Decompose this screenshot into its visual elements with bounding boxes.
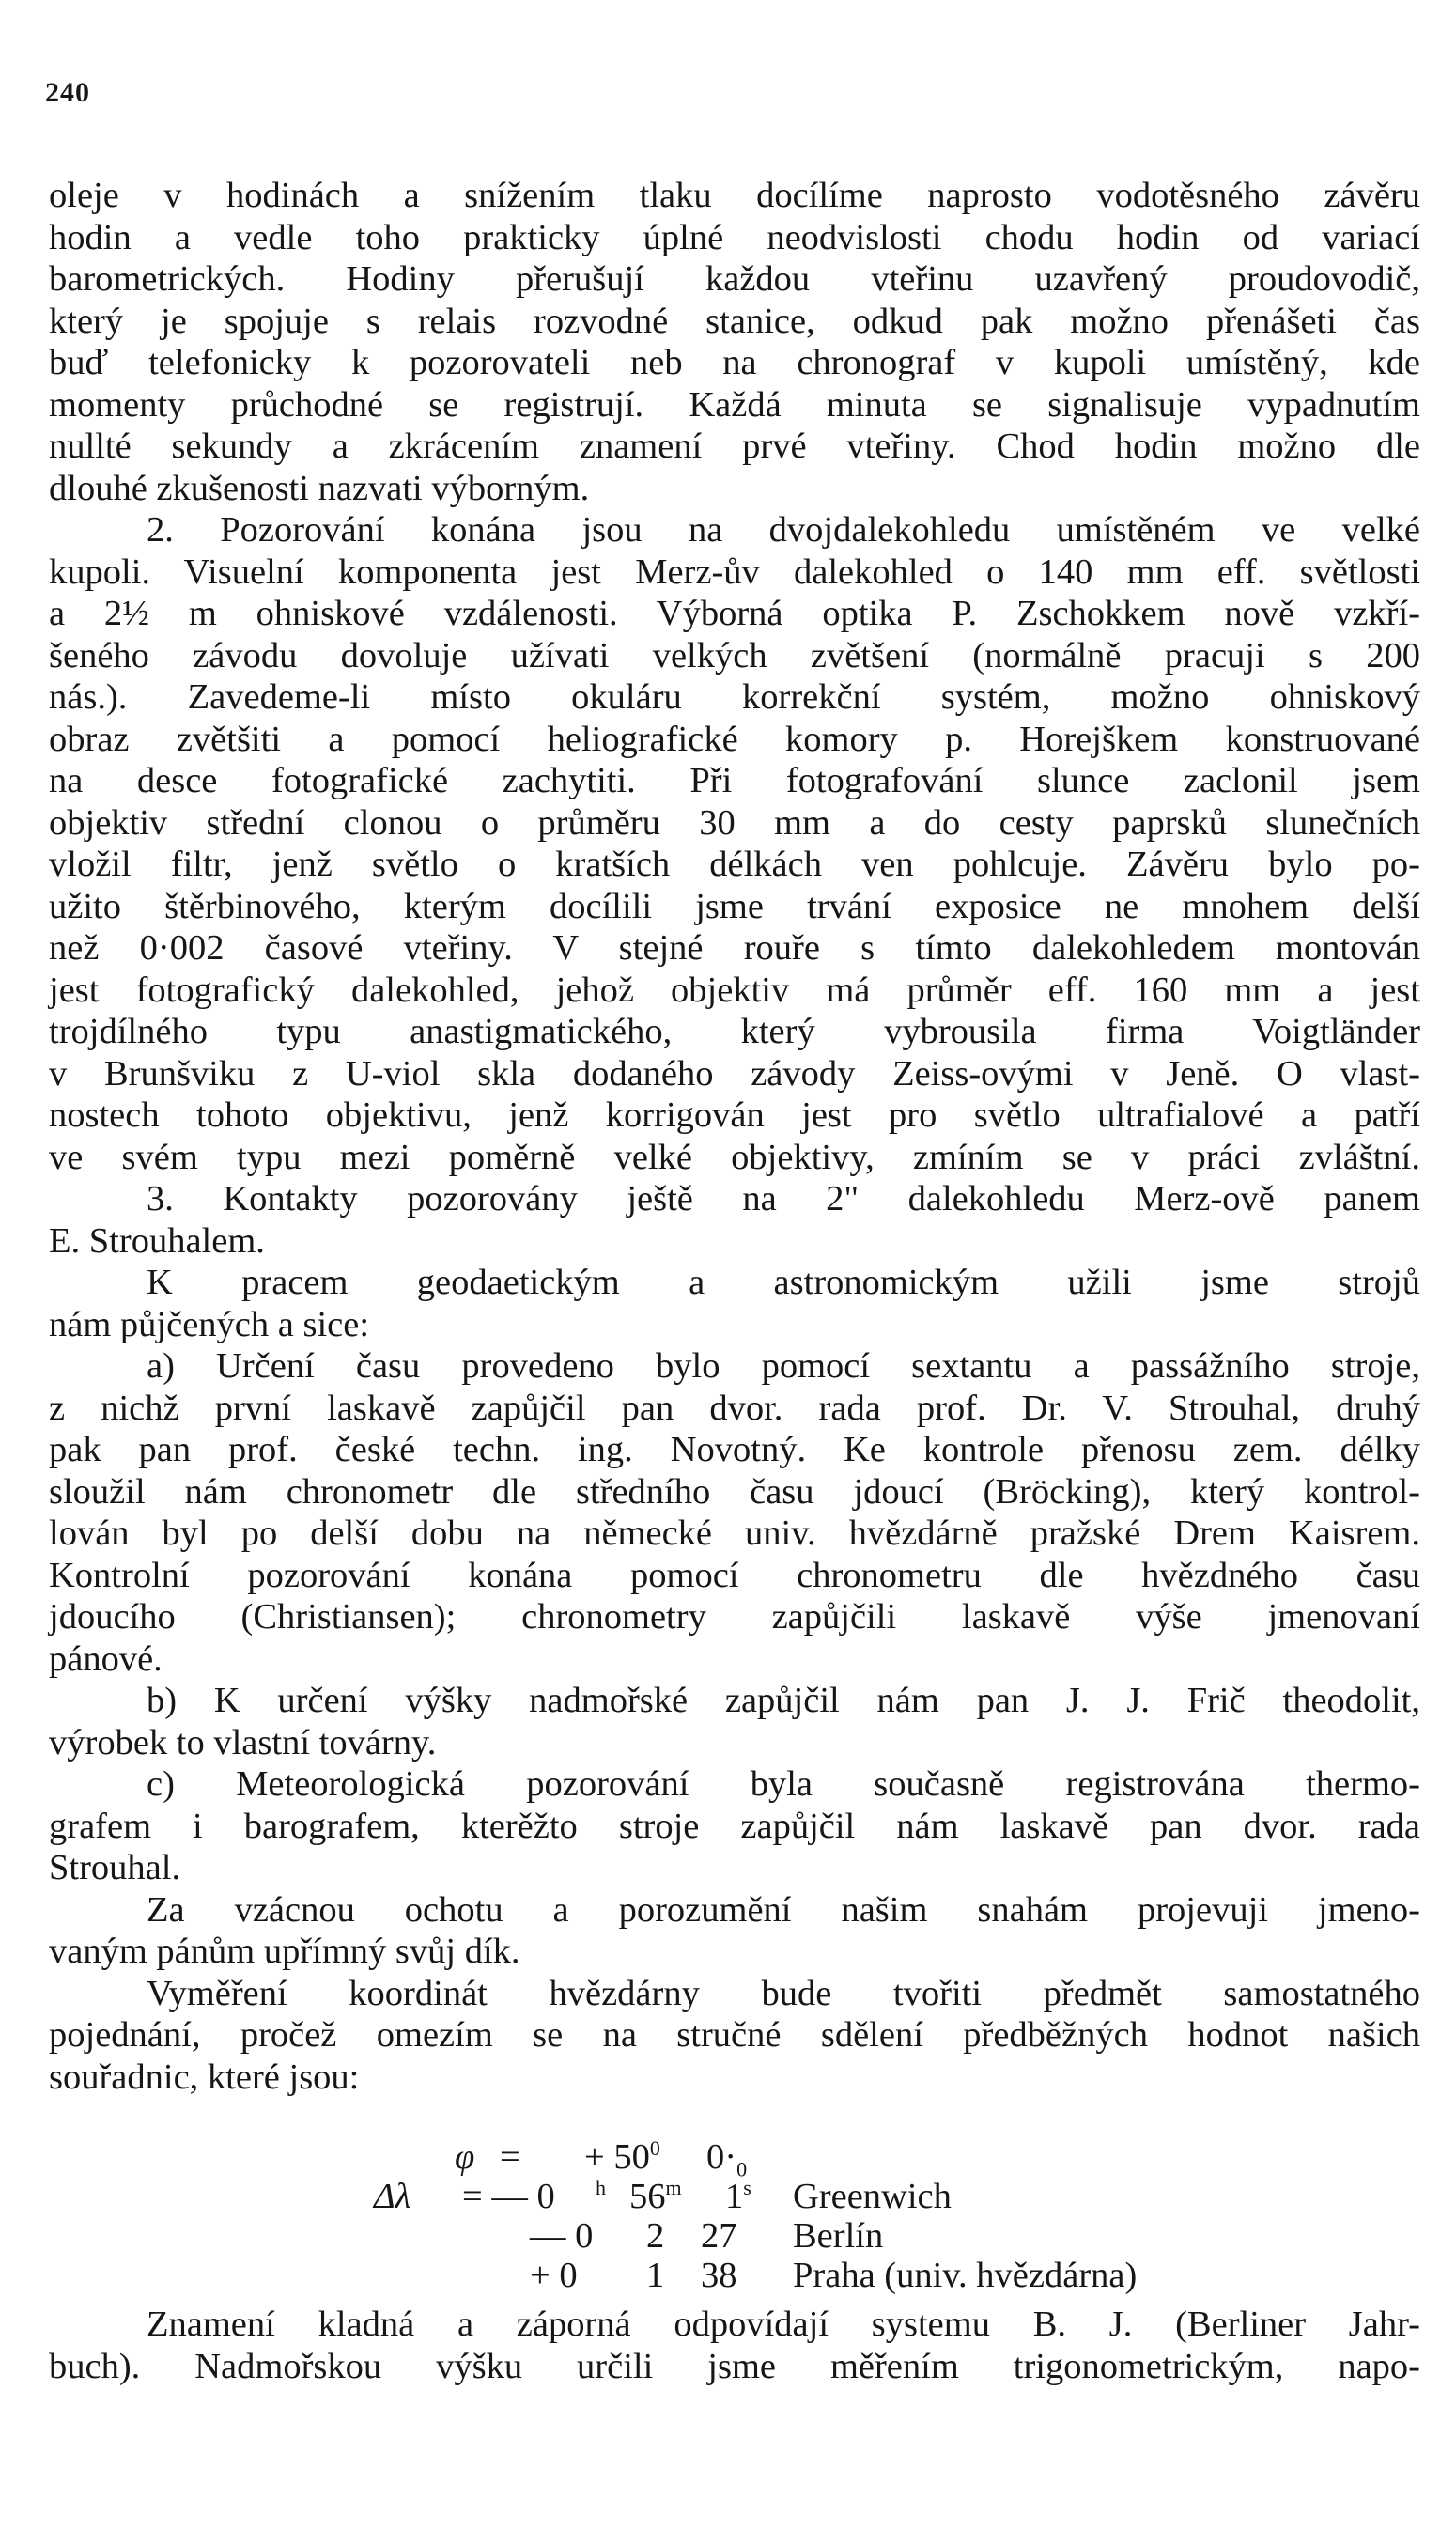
text-line: nám půjčených a sice: xyxy=(49,1304,370,1344)
text-line: nás.). Zavedeme-li místo okuláru korrekční systém, možno ohniskový xyxy=(49,677,1420,717)
page-number: 240 xyxy=(45,77,90,108)
text-line: vložil filtr, jenž světlo o kratších délkách ven pohlcuje. Závěru bylo po- xyxy=(49,845,1420,884)
longitude-seconds: 27 xyxy=(701,2216,737,2256)
longitude-row xyxy=(49,2256,1420,2295)
text-line: jdoucího (Christiansen); chronometry zapůjčili laskavě výše jmenovaní xyxy=(49,1597,1420,1637)
longitude-sign: — 0 xyxy=(530,2216,594,2256)
phi-subscript: 0 xyxy=(736,2157,748,2181)
text-line: 3. Kontakty pozorovány ještě na 2" dalekohledu Merz-ově panem xyxy=(147,1179,1420,1218)
text-line: pojednání, pročež omezím se na stručné sdělení předběžných hodnot našich xyxy=(49,2015,1420,2055)
text-line: ve svém typu mezi poměrně velké objektivy, zmíním se v práci zvláštní. xyxy=(49,1137,1420,1177)
longitude-minutes: 1 xyxy=(646,2256,665,2295)
text-line: barometrických. Hodiny přerušují každou vteřinu uzavřený proudovodič, xyxy=(49,259,1420,299)
text-line: 2. Pozorování konána jsou na dvojdalekohledu umístěném ve velké xyxy=(147,510,1420,550)
longitude-seconds: 38 xyxy=(701,2256,737,2295)
text-line: na desce fotografické zachytiti. Při fotografování slunce zaclonil jsem xyxy=(49,761,1420,800)
longitude-place: Berlín xyxy=(793,2216,884,2256)
text-line: Vyměření koordinát hvězdárny bude tvořiti předmět samostatného xyxy=(147,1973,1420,2013)
longitude-row xyxy=(49,2177,1420,2216)
longitude-minutes: 56 xyxy=(629,2177,666,2216)
text-line: b) K určení výšky nadmořské zapůjčil nám pan J. J. Frič theodolit, xyxy=(147,1681,1420,1720)
text-line: a) Určení času provedeno bylo pomocí sextantu a passážního stroje, xyxy=(147,1346,1420,1386)
text-line: jest fotografický dalekohled, jehož objektiv má průměr eff. 160 mm a jest xyxy=(49,970,1420,1010)
longitude-minutes: 2 xyxy=(646,2216,665,2256)
text-line: nullté sekundy a zkrácením znamení prvé vteřiny. Chod hodin možno dle xyxy=(49,427,1420,466)
text-line: pánové. xyxy=(49,1638,163,1679)
phi-degree: 0 xyxy=(649,2136,660,2161)
text-line: v Brunšviku z U-viol skla dodaného závody Zeiss-ovými v Jeně. O vlast- xyxy=(49,1053,1420,1094)
longitude-place: Greenwich xyxy=(793,2177,952,2216)
text-line: z nichž první laskavě zapůjčil pan dvor. rada prof. Dr. V. Strouhal, druhý xyxy=(49,1388,1420,1428)
text-line: nostech tohoto objektivu, jenž korrigován jest pro světlo ultrafialové a patří xyxy=(49,1095,1420,1135)
phi-fraction: 0· xyxy=(706,2137,737,2177)
delta-lambda-symbol: Δλ xyxy=(374,2177,411,2216)
text-line: užito štěrbinového, kterým docílili jsme trvání exposice ne mnohem delší xyxy=(49,886,1420,926)
text-line: a 2½ m ohniskové vzdálenosti. Výborná optika P. Zschokkem nově vzkří- xyxy=(49,594,1420,633)
text-line: Za vzácnou ochotu a porozumění našim snahám projevuji jmeno- xyxy=(147,1889,1420,1930)
text-line: trojdílného typu anastigmatického, který vybrousila firma Voigtländer xyxy=(49,1012,1420,1051)
phi-equals: = xyxy=(500,2137,520,2177)
longitude-place: Praha (univ. hvězdárna) xyxy=(793,2256,1138,2295)
text-line: lován byl po delší dobu na německé univ. hvězdárně pražské Drem Kaisrem. xyxy=(49,1513,1420,1553)
longitude-sign: + 0 xyxy=(530,2256,578,2295)
text-line: Strouhal. xyxy=(49,1848,181,1887)
text-line: Kontrolní pozorování konána pomocí chronometru dle hvězdného času xyxy=(49,1555,1420,1595)
body-text xyxy=(49,175,1420,2098)
latitude-row xyxy=(49,2136,1420,2181)
text-line: buch). Nadmořskou výšku určili jsme měřením trigonometrickým, napo- xyxy=(49,2346,1420,2386)
text-line: kupoli. Visuelní komponenta jest Merz-ův dalekohled o 140 mm eff. světlosti xyxy=(49,551,1420,592)
text-line: grafem i barografem, kterěžto stroje zapůjčil nám laskavě pan dvor. rada xyxy=(49,1806,1420,1846)
text-line: vaným pánům upřímný svůj dík. xyxy=(49,1932,520,1971)
coordinates-table xyxy=(49,2137,1420,2295)
text-line: objektiv střední clonou o průměru 30 mm a do cesty paprsků slunečních xyxy=(49,802,1420,843)
phi-value: + 50 xyxy=(584,2137,650,2177)
text-line: buď telefonicky k pozorovateli neb na chronograf v kupoli umístěný, kde xyxy=(49,343,1420,382)
text-line: výrobek to vlastní továrny. xyxy=(49,1722,437,1762)
text-line: Znamení kladná a záporná odpovídají systemu B. J. (Berliner Jahr- xyxy=(147,2305,1420,2344)
minutes-unit: m xyxy=(665,2176,682,2200)
text-line: než 0·002 časové vteřiny. V stejné rouře s tímto dalekohledem montován xyxy=(49,928,1420,968)
text-line: oleje v hodinách a snížením tlaku docílíme naprosto vodotěsného závěru xyxy=(49,176,1420,215)
text-line: který je spojuje s relais rozvodné stanice, odkud pak možno přenášeti čas xyxy=(49,301,1420,341)
text-line: obraz zvětšiti a pomocí heliografické komory p. Horejškem konstruované xyxy=(49,719,1420,759)
text-line: souřadnic, které jsou: xyxy=(49,2057,360,2097)
phi-symbol: φ xyxy=(455,2137,475,2177)
longitude-sign: = — 0 xyxy=(462,2177,555,2216)
text-line: dlouhé zkušenosti nazvati výborným. xyxy=(49,468,590,508)
text-line: momenty průchodné se registrují. Každá minuta se signalisuje vypadnutím xyxy=(49,384,1420,425)
text-line: šeného závodu dovoluje užívati velkých zvětšení (normálně pracuji s 200 xyxy=(49,635,1420,675)
closing-text xyxy=(49,2304,1420,2387)
longitude-seconds: 1 xyxy=(725,2177,744,2216)
longitude-row xyxy=(49,2216,1420,2256)
text-line: sloužil nám chronometr dle středního času jdoucí (Bröcking), který kontrol- xyxy=(49,1471,1420,1512)
seconds-unit: s xyxy=(743,2176,751,2200)
text-line: E. Strouhalem. xyxy=(49,1220,265,1261)
hours-unit: h xyxy=(596,2176,606,2200)
text-line: hodin a vedle toho prakticky úplné neodvislosti chodu hodin od variací xyxy=(49,217,1420,257)
text-line: pak pan prof. české techn. ing. Novotný. Ke kontrole přenosu zem. délky xyxy=(49,1430,1420,1469)
text-line: K pracem geodaetickým a astronomickým užili jsme strojů xyxy=(147,1263,1420,1302)
text-line: c) Meteorologická pozorování byla současně registrována thermo- xyxy=(147,1764,1420,1804)
